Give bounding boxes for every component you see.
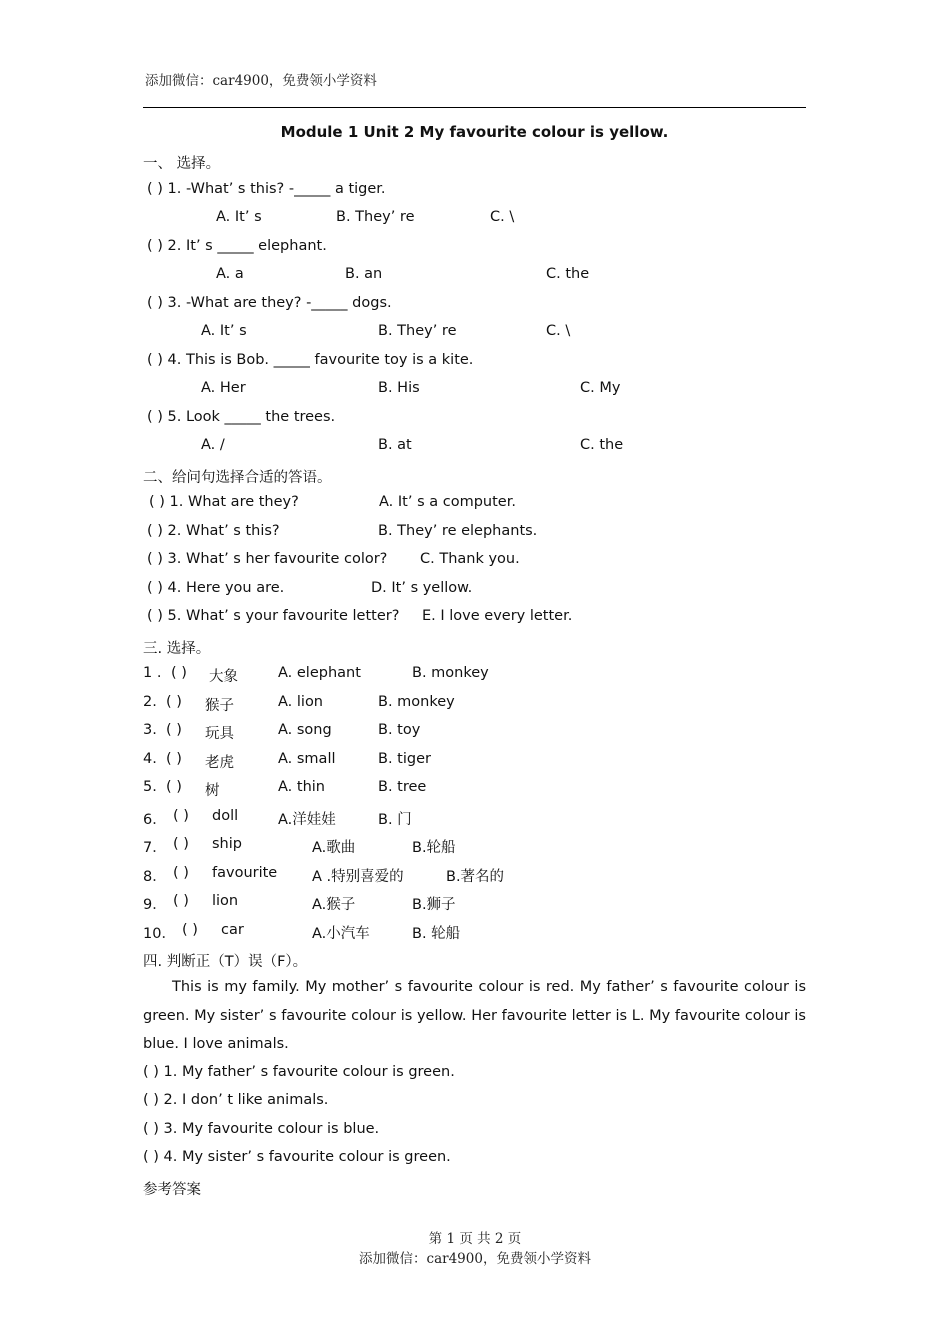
s3-item9-option-b: B.狮子 — [412, 897, 456, 913]
s3-item10-option-b: B. 轮船 — [412, 926, 461, 942]
s3-item7-paren: ( ) — [173, 836, 189, 852]
s3-item1-word: 大象 — [209, 669, 238, 685]
s1-q5-stem: ( ) 5. Look _____ the trees. — [147, 409, 336, 425]
s2-item2-answer: B. They’ re elephants. — [378, 523, 538, 539]
s3-item6-word: doll — [212, 808, 239, 824]
s3-item2-word: 猴子 — [205, 698, 234, 714]
s4-statement-1: ( ) 1. My father’ s favourite colour is green. — [143, 1064, 455, 1080]
s3-item5-option-a: A. thin — [278, 779, 325, 795]
s3-item4-option-a: A. small — [278, 751, 336, 767]
s3-item8-option-a: A .特别喜爱的 — [312, 869, 404, 885]
s2-item4-question: ( ) 4. Here you are. — [147, 580, 285, 596]
s2-item3-question: ( ) 3. What’ s her favourite color? — [147, 551, 388, 567]
s3-item7-word: ship — [212, 836, 242, 852]
s4-statement-3: ( ) 3. My favourite colour is blue. — [143, 1121, 380, 1137]
s3-item5-option-b: B. tree — [378, 779, 427, 795]
s3-item3-option-a: A. song — [278, 722, 332, 738]
s1-q1-stem: ( ) 1. -What’ s this? -_____ a tiger. — [147, 181, 386, 197]
section3-heading: 三. 选择。 — [143, 641, 211, 657]
s2-item5-answer: E. I love every letter. — [422, 608, 573, 624]
s1-q1-option-a: A. It’ s — [216, 209, 262, 225]
s2-item1-answer: A. It’ s a computer. — [379, 494, 516, 510]
s3-item7-option-b: B.轮船 — [412, 840, 456, 856]
s3-item9-word: lion — [212, 893, 239, 909]
s1-q1-option-b: B. They’ re — [336, 209, 415, 225]
s3-item10-word: car — [221, 922, 244, 938]
s2-item2-question: ( ) 2. What’ s this? — [147, 523, 280, 539]
s3-item9-num: 9． — [143, 897, 167, 913]
header-divider — [143, 107, 806, 108]
s2-item1-question: ( ) 1. What are they? — [149, 494, 299, 510]
s3-item4-num: 4. — [143, 751, 157, 767]
s1-q3-option-a: A. It’ s — [201, 323, 247, 339]
s1-q4-option-a: A. Her — [201, 380, 246, 396]
s3-item4-paren: ( ) — [166, 751, 182, 767]
s3-item1-option-a: A. elephant — [278, 665, 361, 681]
s3-item7-num: 7． — [143, 840, 167, 856]
s3-item1-paren: ( ) — [171, 665, 187, 681]
s3-item4-option-b: B. tiger — [378, 751, 431, 767]
s1-q4-option-b: B. His — [378, 380, 420, 396]
s3-item3-paren: ( ) — [166, 722, 182, 738]
s4-statement-2: ( ) 2. I don’ t like animals. — [143, 1092, 329, 1108]
s3-item6-paren: ( ) — [173, 808, 189, 824]
s1-q1-option-c: C. \ — [490, 209, 515, 225]
s3-item5-paren: ( ) — [166, 779, 182, 795]
s1-q2-option-b: B. an — [345, 266, 383, 282]
answers-heading: 参考答案 — [143, 1182, 201, 1198]
s3-item10-num: 10． — [143, 926, 176, 942]
s3-item3-option-b: B. toy — [378, 722, 421, 738]
s1-q5-option-a: A. / — [201, 437, 225, 453]
s3-item9-paren: ( ) — [173, 893, 189, 909]
s3-item8-num: 8． — [143, 869, 167, 885]
section2-heading: 二、给问句选择合适的答语。 — [143, 470, 332, 486]
s2-item4-answer: D. It’ s yellow. — [371, 580, 473, 596]
s3-item3-word: 玩具 — [205, 726, 234, 742]
s3-item8-word: favourite — [212, 865, 278, 881]
section4-heading: 四. 判断正（T）误（F）。 — [143, 954, 308, 970]
s3-item5-num: 5. — [143, 779, 157, 795]
s3-item2-num: 2. — [143, 694, 157, 710]
s2-item3-answer: C. Thank you. — [420, 551, 520, 567]
s1-q2-option-c: C. the — [546, 266, 590, 282]
s4-statement-4: ( ) 4. My sister’ s favourite colour is green. — [143, 1149, 451, 1165]
section1-heading: 一、 选择。 — [143, 156, 221, 172]
s1-q2-stem: ( ) 2. It’ s _____ elephant. — [147, 238, 327, 254]
s3-item8-paren: ( ) — [173, 865, 189, 881]
s1-q4-option-c: C. My — [580, 380, 621, 396]
s1-q5-option-b: B. at — [378, 437, 412, 453]
s2-item5-question: ( ) 5. What’ s your favourite letter? — [147, 608, 400, 624]
s3-item5-word: 树 — [205, 783, 220, 799]
s3-item6-option-b: B. 门 — [378, 812, 412, 828]
s3-item9-option-a: A.猴子 — [312, 897, 356, 913]
s3-item2-paren: ( ) — [166, 694, 182, 710]
s1-q2-option-a: A. a — [216, 266, 244, 282]
s3-item10-option-a: A.小汽车 — [312, 926, 370, 942]
s3-item2-option-a: A. lion — [278, 694, 324, 710]
s1-q3-option-b: B. They’ re — [378, 323, 457, 339]
s3-item6-option-a: A.洋娃娃 — [278, 812, 336, 828]
page-title: Module 1 Unit 2 My favourite colour is yellow. — [280, 123, 669, 141]
s3-item3-num: 3. — [143, 722, 157, 738]
s3-item1-option-b: B. monkey — [412, 665, 489, 681]
s1-q3-option-c: C. \ — [546, 323, 571, 339]
s1-q4-stem: ( ) 4. This is Bob. _____ favourite toy is a kite. — [147, 352, 474, 368]
s3-item2-option-b: B. monkey — [378, 694, 455, 710]
reading-passage: This is my family. My mother’ s favourite colour is red. My father’ s favourite colour is green. My sister’ s favourite colour is yellow. Her favourite letter is L. My favourite colour is blue. I love animals. — [143, 979, 806, 1053]
s3-item7-option-a: A.歌曲 — [312, 840, 356, 856]
page-number: 第 1 页 共 2 页 — [428, 1231, 522, 1247]
header-contact: 添加微信：car4900，免费领小学资料 — [145, 73, 377, 89]
footer-contact: 添加微信：car4900，免费领小学资料 — [359, 1251, 591, 1267]
s1-q5-option-c: C. the — [580, 437, 624, 453]
s3-item4-word: 老虎 — [205, 755, 234, 771]
s1-q3-stem: ( ) 3. -What are they? -_____ dogs. — [147, 295, 392, 311]
s3-item10-paren: ( ) — [182, 922, 198, 938]
s3-item1-num: 1 . — [143, 665, 162, 681]
s3-item6-num: 6． — [143, 812, 167, 828]
s3-item8-option-b: B.著名的 — [446, 869, 505, 885]
